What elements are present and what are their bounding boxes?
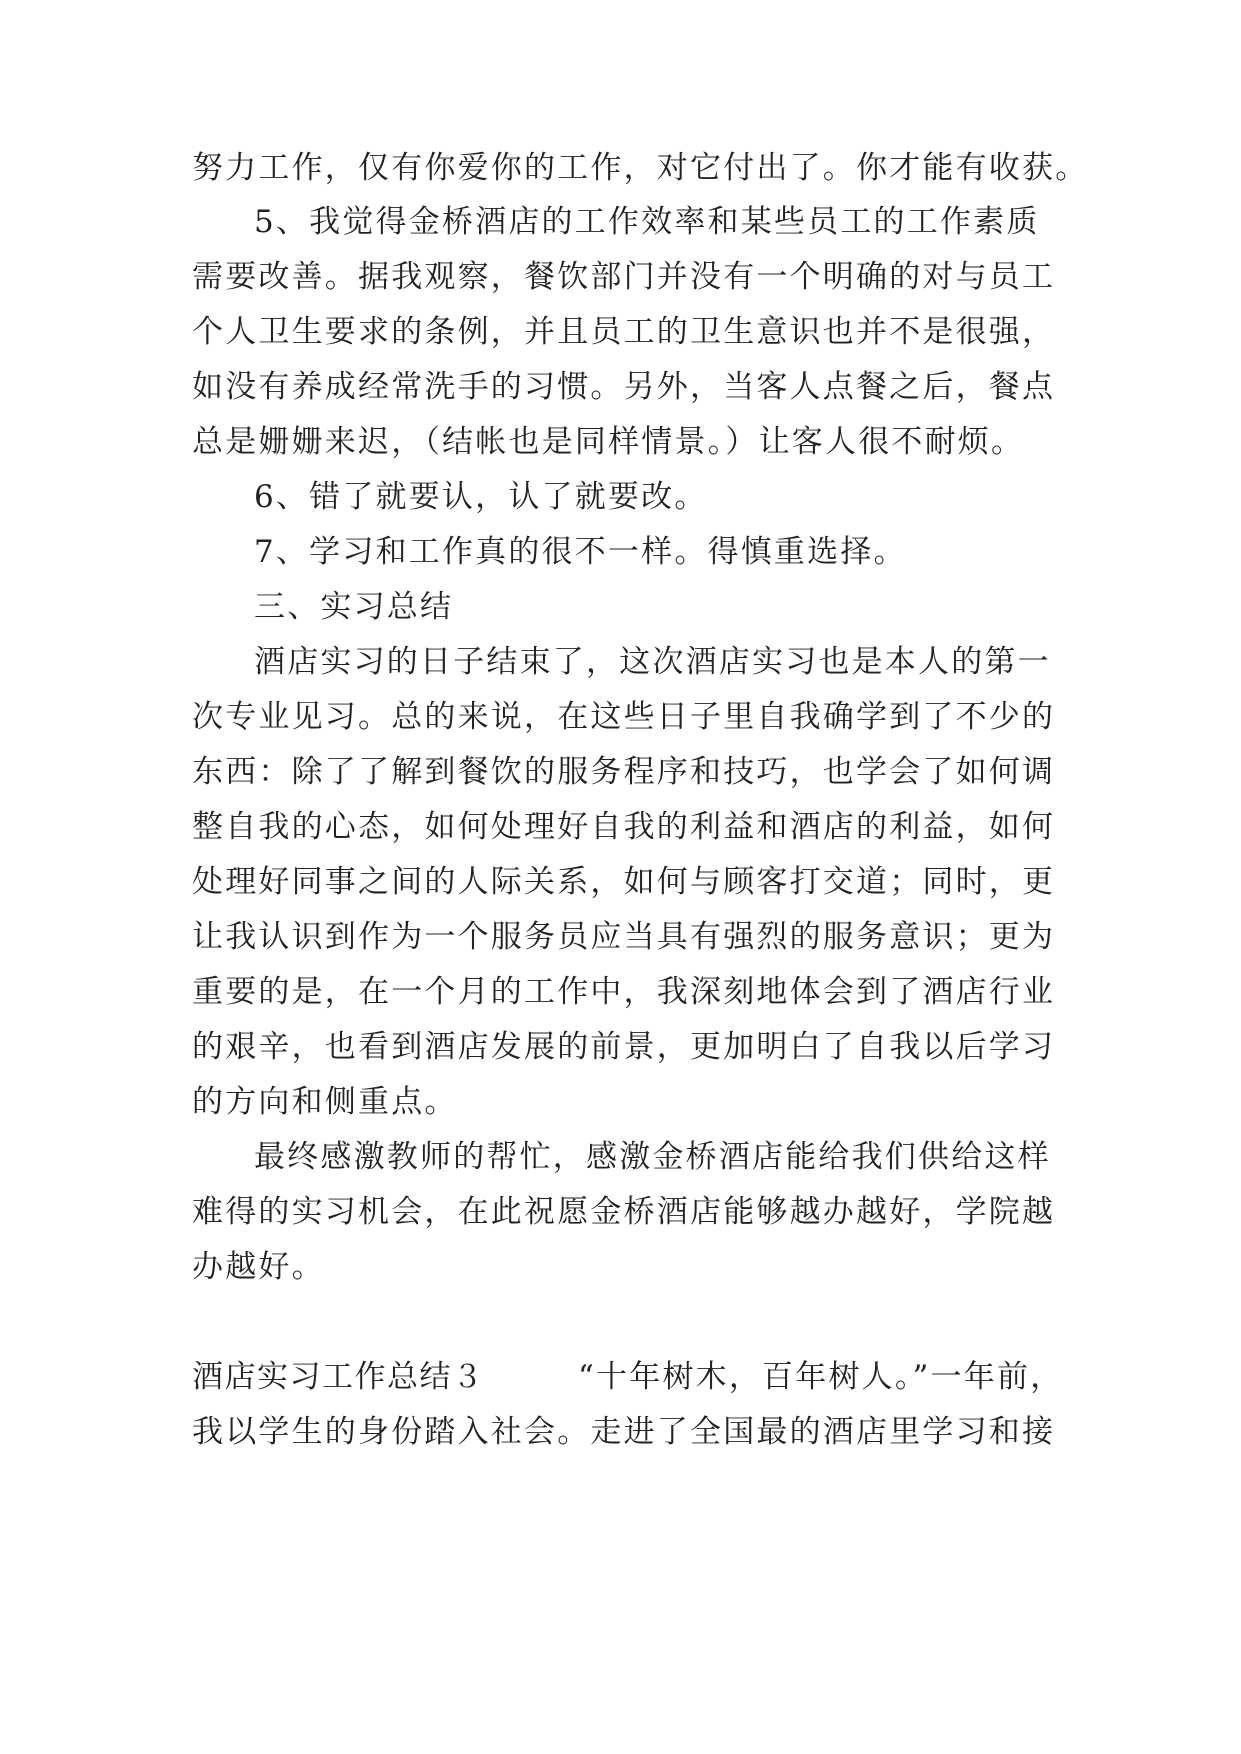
paragraph-line: 6、错了就要认，认了就要改。 bbox=[254, 479, 708, 515]
paragraph-line: 酒店实习的日子结束了，这次酒店实习也是本人的第一 bbox=[254, 644, 1051, 680]
paragraph-line: 处理好同事之间的人际关系，如何与顾客打交道；同时，更 bbox=[192, 864, 1056, 900]
paragraph-line: 难得的实习机会，在此祝愿金桥酒店能够越办越好，学院越 bbox=[192, 1194, 1056, 1230]
paragraph-line: 重要的是，在一个月的工作中，我深刻地体会到了酒店行业 bbox=[192, 974, 1056, 1010]
paragraph-line: 需要改善。据我观察，餐饮部门并没有一个明确的对与员工 bbox=[192, 259, 1056, 295]
paragraph-line: 次专业见习。总的来说，在这些日子里自我确学到了不少的 bbox=[192, 699, 1056, 735]
paragraph-line: 个人卫生要求的条例，并且员工的卫生意识也并不是很强， bbox=[192, 314, 1056, 350]
paragraph-line: 让我认识到作为一个服务员应当具有强烈的服务意识；更为 bbox=[192, 919, 1056, 955]
paragraph-line: 我以学生的身份踏入社会。走进了全国最的酒店里学习和接 bbox=[192, 1414, 1056, 1450]
paragraph-line: 整自我的心态，如何处理好自我的利益和酒店的利益，如何 bbox=[192, 809, 1056, 845]
paragraph-line: 办越好。 bbox=[192, 1249, 325, 1285]
paragraph-line: 如没有养成经常洗手的习惯。另外，当客人点餐之后，餐点 bbox=[192, 369, 1056, 405]
section-title: 酒店实习工作总结３ bbox=[192, 1359, 485, 1395]
paragraph-line: 努力工作，仅有你爱你的工作，对它付出了。你才能有收获。 bbox=[192, 150, 1089, 186]
paragraph-line: 5、我觉得金桥酒店的工作效率和某些员工的工作素质 bbox=[254, 204, 1040, 240]
paragraph-line: 7、学习和工作真的很不一样。得慎重选择。 bbox=[254, 534, 907, 570]
paragraph-line: 的艰辛，也看到酒店发展的前景，更加明白了自我以后学习 bbox=[192, 1029, 1056, 1065]
paragraph-line: 东西：除了了解到餐饮的服务程序和技巧，也学会了如何调 bbox=[192, 754, 1056, 790]
paragraph-line: 最终感激教师的帮忙，感激金桥酒店能给我们供给这样 bbox=[254, 1139, 1051, 1175]
paragraph-line: 总是姗姗来迟，（结帐也是同样情景。）让客人很不耐烦。 bbox=[192, 424, 1025, 460]
paragraph-line: 的方向和侧重点。 bbox=[192, 1084, 458, 1120]
section-quote: “十年树木，百年树人。”一年前， bbox=[578, 1359, 1064, 1395]
section-heading: 三、实习总结 bbox=[254, 589, 454, 625]
